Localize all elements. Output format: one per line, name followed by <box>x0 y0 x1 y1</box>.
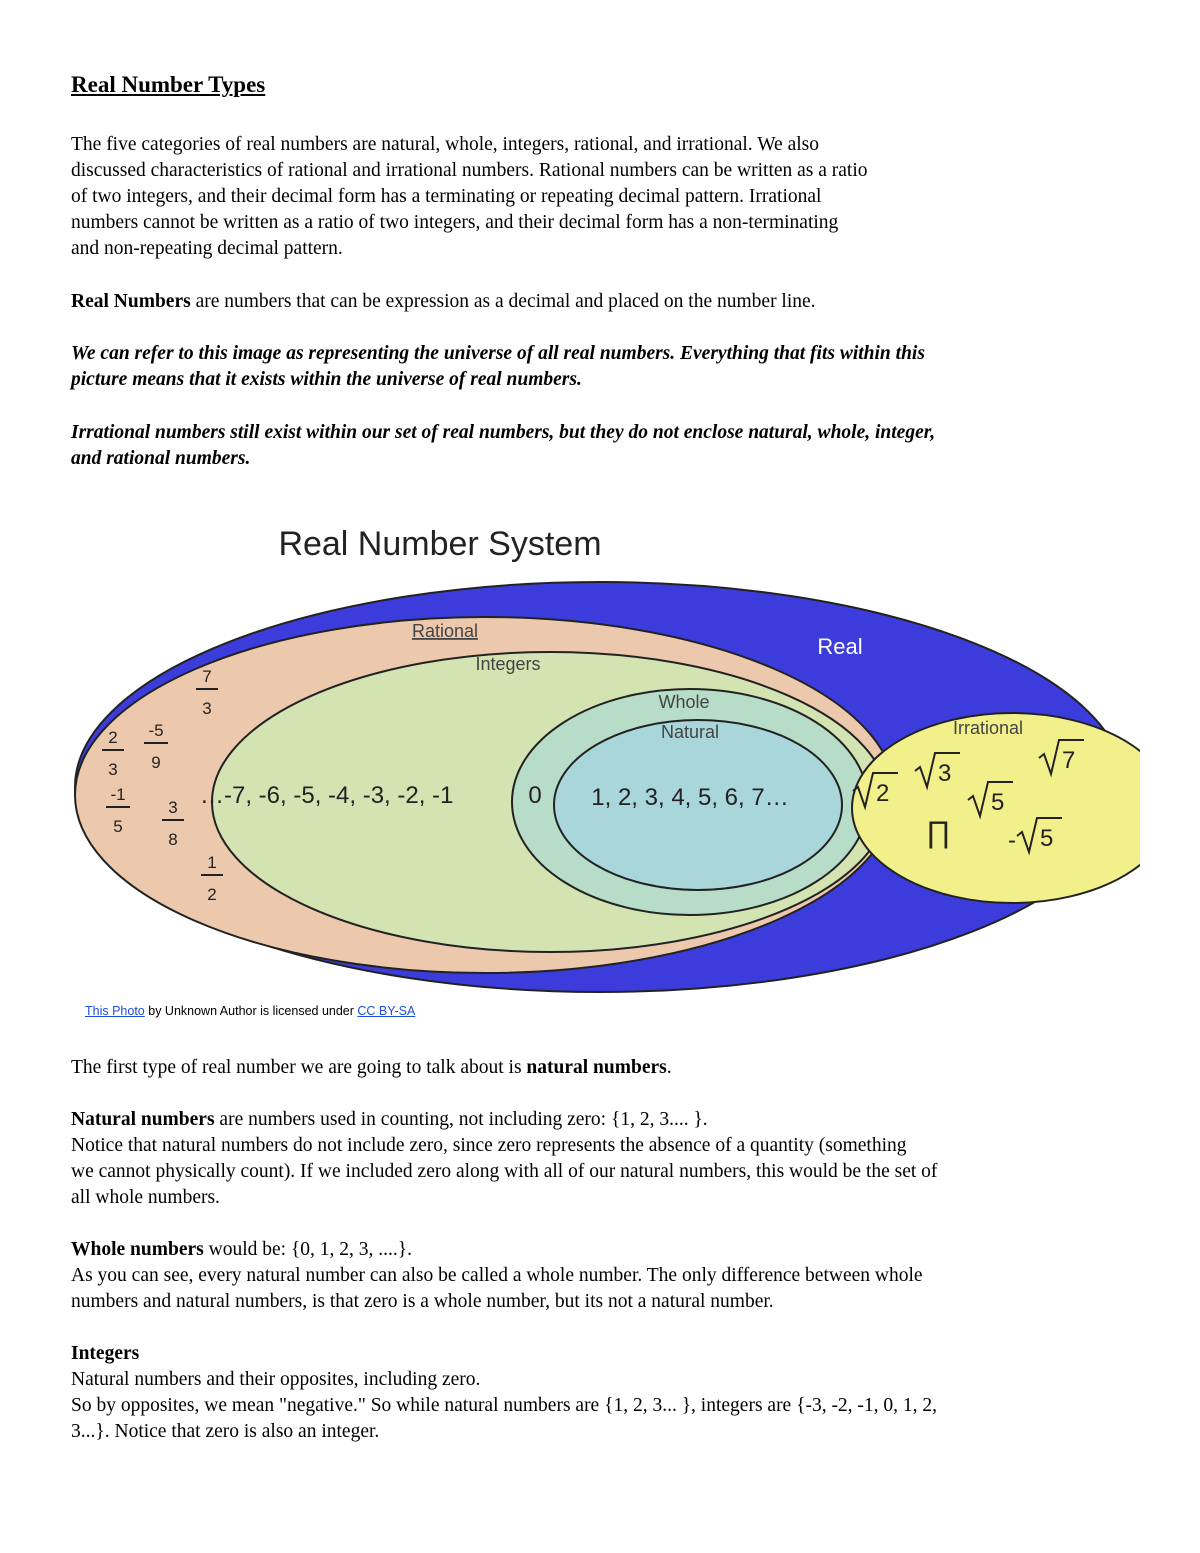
note-line: picture means that it exists within the universe of real numbers. <box>71 369 582 390</box>
page-title: Real Number Types <box>71 72 266 97</box>
rational-label: Rational <box>411 621 479 641</box>
natural-line: Notice that natural numbers do not include zero, since zero represents the absence of a quantity (something <box>71 1135 907 1156</box>
integers-paragraph <box>71 1341 937 1445</box>
integers-line: 3...}. Notice that zero is also an integer. <box>71 1421 380 1442</box>
real-label: Real <box>817 634 863 659</box>
radicand: 7 <box>1062 747 1076 774</box>
first-type-period: . <box>666 1057 672 1078</box>
fraction-denominator: 8 <box>168 830 178 849</box>
integers-line: Natural numbers and their opposites, including zero. <box>71 1369 481 1390</box>
radicand: 5 <box>991 789 1005 816</box>
whole-label: Whole <box>658 692 710 712</box>
fraction-denominator: 9 <box>151 753 161 772</box>
diagram-title: Real Number System <box>278 525 602 563</box>
intro-line: discussed characteristics of rational and irrational numbers. Rational numbers can be written as a ratio <box>71 160 868 181</box>
minus-sign: - <box>1008 827 1016 854</box>
fraction-numerator: -5 <box>148 721 164 740</box>
real-number-system-diagram <box>70 515 1140 1000</box>
real-numbers-text: are numbers that can be expression as a decimal and placed on the number line. <box>190 291 816 312</box>
radicand: 2 <box>876 780 890 807</box>
fraction-numerator: -1 <box>110 785 126 804</box>
first-type-text: The first type of real number we are going to talk about is <box>71 1057 527 1078</box>
natural-label: Natural <box>660 722 720 742</box>
natural-numbers-paragraph <box>71 1107 937 1211</box>
radicand: 3 <box>938 760 952 787</box>
natural-line: all whole numbers. <box>71 1187 220 1208</box>
fraction-denominator: 3 <box>108 760 118 779</box>
fraction-numerator: 1 <box>207 853 217 872</box>
fraction-denominator: 3 <box>202 699 212 718</box>
whole-term: Whole numbers <box>71 1239 204 1260</box>
whole-line: numbers and natural numbers, is that zero is a whole number, but its not a natural number. <box>71 1291 774 1312</box>
integers-heading: Integers <box>71 1343 140 1364</box>
intro-line: and non-repeating decimal pattern. <box>71 238 343 259</box>
fraction-numerator: 3 <box>168 798 178 817</box>
first-type-paragraph <box>71 1055 672 1081</box>
fraction-numerator: 7 <box>202 667 212 686</box>
real-numbers-definition <box>71 289 816 315</box>
intro-line: numbers cannot be written as a ratio of two integers, and their decimal form has a non-terminating <box>71 212 839 233</box>
irrational-note <box>71 420 935 472</box>
whole-line: As you can see, every natural number can also be called a whole number. The only difference between whole <box>71 1265 923 1286</box>
negative-integers-text: …-7, -6, -5, -4, -3, -2, -1 <box>200 782 454 809</box>
natural-numbers-text: 1, 2, 3, 4, 5, 6, 7… <box>591 784 789 811</box>
natural-line: we cannot physically count). If we included zero along with all of our natural numbers, this would be the set of <box>71 1161 938 1182</box>
intro-line: The five categories of real numbers are natural, whole, integers, rational, and irrational. We also <box>71 134 819 155</box>
integers-label: Integers <box>475 654 541 674</box>
this-photo-link[interactable]: This Photo <box>85 1004 145 1018</box>
natural-term: Natural numbers <box>71 1109 215 1130</box>
intro-line: of two integers, and their decimal form has a terminating or repeating decimal pattern. Irrational <box>71 186 822 207</box>
cc-by-sa-link[interactable]: CC BY-SA <box>357 1004 416 1018</box>
whole-numbers-paragraph <box>71 1237 923 1315</box>
whole-text: would be: {0, 1, 2, 3, ....}. <box>203 1239 413 1260</box>
pi-symbol <box>926 816 951 849</box>
real-numbers-term: Real Numbers <box>71 291 191 312</box>
image-credit <box>85 1004 415 1018</box>
note-line: and rational numbers. <box>71 448 251 469</box>
note-line: Irrational numbers still exist within our set of real numbers, but they do not enclose natural, whole, integer, <box>71 422 936 443</box>
fraction-numerator: 2 <box>108 728 118 747</box>
universe-note <box>71 341 925 393</box>
intro-paragraph <box>71 132 868 262</box>
credit-text: by Unknown Author is licensed under <box>144 1004 358 1018</box>
fraction-denominator: 2 <box>207 885 217 904</box>
fraction-denominator: 5 <box>113 817 123 836</box>
pi-glyph: ∏ <box>926 816 951 849</box>
irrational-label: Irrational <box>952 718 1024 738</box>
zero-text: 0 <box>528 782 542 809</box>
integers-line: So by opposites, we mean "negative." So while natural numbers are {1, 2, 3... }, integers are {-3, -2, -1, 0, 1, 2, <box>71 1395 938 1416</box>
note-line: We can refer to this image as representing the universe of all real numbers. Everything that fits within this <box>71 343 925 364</box>
natural-numbers-term: natural numbers <box>526 1057 667 1078</box>
natural-text: are numbers used in counting, not including zero: {1, 2, 3.... }. <box>214 1109 708 1130</box>
radicand: 5 <box>1040 825 1054 852</box>
